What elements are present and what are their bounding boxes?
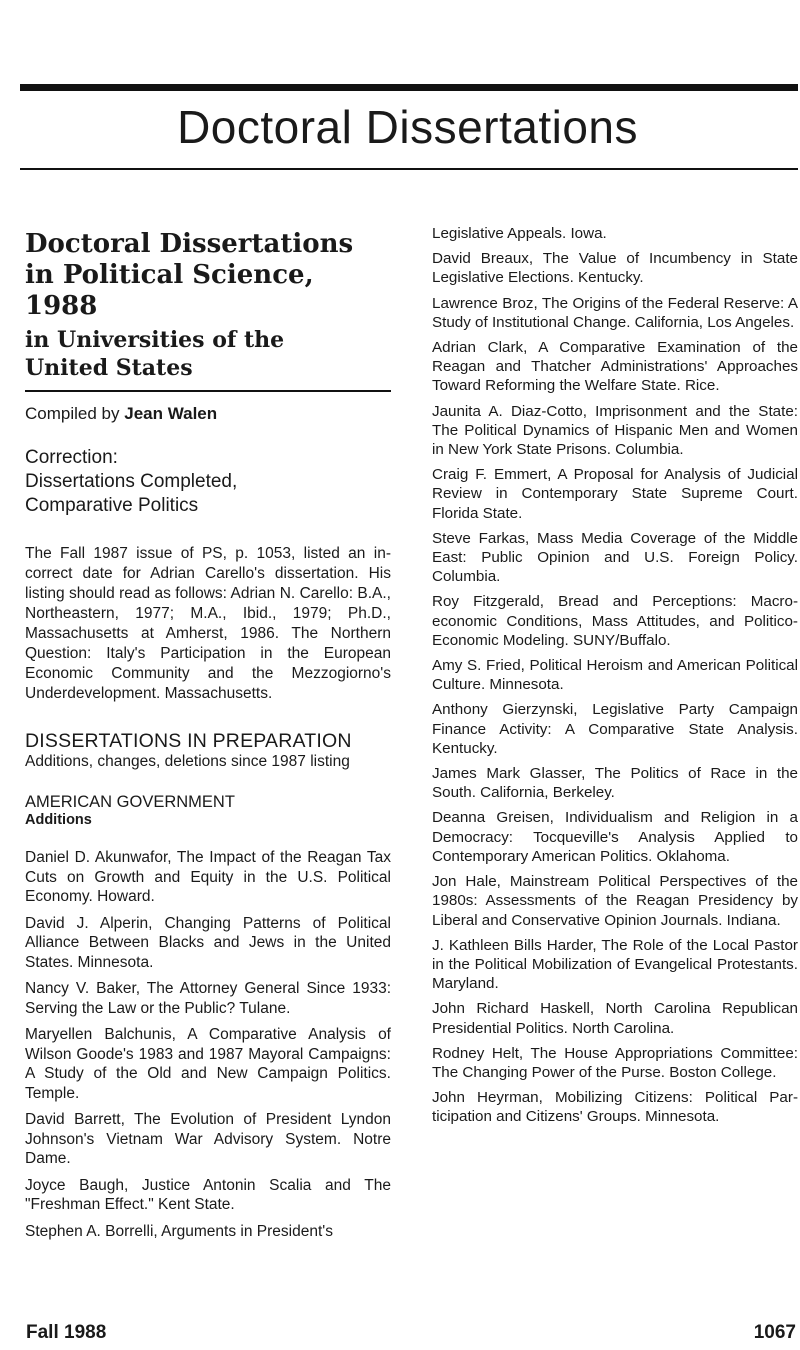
article-title-line: Doctoral Dissertations <box>25 229 354 259</box>
article-subtitle-line: United States <box>25 355 193 381</box>
dissertation-entry: Craig F. Emmert, A Proposal for Analysis of Judicial Review in Contemporary State Supreme Court. Florida State. <box>432 466 798 522</box>
correction-heading-line: Correction: <box>25 447 118 468</box>
article-title <box>25 229 391 322</box>
dissertation-entry: Steve Farkas, Mass Media Coverage of the Middle East: Public Opinion and U.S. Foreign Policy. Columbia. <box>432 529 798 586</box>
dissertation-entry: David Barrett, The Evolution of President Lyndon Johnson's Vietnam War Advisory System. Notre Dame. <box>25 1111 391 1167</box>
compiled-by-label: Compiled by <box>25 404 120 423</box>
correction-body: The Fall 1987 issue of PS, p. 1053, listed an incorrect date for Adrian Carello's dissertation. His listing should read as follows: Adrian N. Carello: B.A., Northeastern, 1977; M.A., Ibid., 1979; Ph.D., Massachusetts at Amherst, 1986. The Northern Question: Italy's Participation in the European Economic Community and the Mezzogiorno's Underdevelopment. Massachusetts. <box>25 545 391 702</box>
dissertation-entry: David J. Alperin, Changing Patterns of Political Alliance Between Blacks and Jews in the United States. Minnesota. <box>25 914 391 971</box>
article-subtitle <box>25 326 391 382</box>
correction-heading-line: Comparative Politics <box>25 495 199 516</box>
dissertation-entry: Daniel D. Akunwafor, The Impact of the Reagan Tax Cuts on Growth and Equity in the U.S. Political Economy. Howard. <box>25 849 391 905</box>
dissertation-entry: Lawrence Broz, The Origins of the Federal Reserve: A Study of Institutional Change. California, Los Angeles. <box>432 294 798 331</box>
dissertation-entry: Jon Hale, Mainstream Political Perspectives of the 1980s: Assessments of the Reagan Presidency by Liberal and Conservative Opinion Journals. Indiana. <box>432 873 798 929</box>
correction-heading <box>25 446 391 518</box>
dissertation-entry: Rodney Helt, The House Appropriations Committee: The Changing Power of the Purse. Boston College. <box>432 1044 798 1081</box>
dissertation-entry: Nancy V. Baker, The Attorney General Since 1933: Serving the Law or the Public? Tulane. <box>25 980 391 1017</box>
article-subtitle-line: in Universities of the <box>25 327 285 353</box>
correction-heading-line: Dissertations Completed, <box>25 471 238 492</box>
subsection-subheading: Additions <box>25 812 92 828</box>
compiled-by <box>25 404 391 424</box>
dissertation-entry: Roy Fitzgerald, Bread and Perceptions: Macroeconomic Conditions, Mass Attitudes, and Politico-Economic Modeling. SUNY/Buffalo. <box>432 593 798 649</box>
dissertation-entry: John Heyrman, Mobilizing Citizens: Political Participation and Citizens' Groups. Minnesota. <box>432 1089 798 1126</box>
dissertation-entry: J. Kathleen Bills Harder, The Role of the Local Pastor in the Political Mobilization of Evangelical Protestants. Maryland. <box>432 936 798 993</box>
page-header-title: Doctoral Dissertations <box>177 101 638 153</box>
dissertation-entry: Anthony Gierzynski, Legislative Party Campaign Finance Activity: A Comparative State Analysis. Kentucky. <box>432 701 798 757</box>
section-subheading: Additions, changes, deletions since 1987 listing <box>25 753 350 770</box>
dissertation-entry: David Breaux, The Value of Incumbency in State Legislative Elections. Kentucky. <box>432 250 798 287</box>
dissertation-entry: Stephen A. Borrelli, Arguments in President's <box>25 1222 333 1240</box>
dissertation-entry: Jaunita A. Diaz-Cotto, Imprisonment and the State: The Political Dynamics of Hispanic Men and Women in New York State Prisons. Columbia. <box>432 402 798 459</box>
dissertation-entry: Adrian Clark, A Comparative Examination of the Reagan and Thatcher Administrations' Approaches Toward Reforming the Welfare State. Rice. <box>432 339 798 395</box>
dissertation-entry: John Richard Haskell, North Carolina Republican Presidential Politics. North Carolina. <box>432 1000 798 1037</box>
dissertation-entry: Maryellen Balchunis, A Comparative Analysis of Wilson Goode's 1983 and 1987 Mayoral Campaigns: A Study of the Old and New Campaign Politics. Temple. <box>25 1026 391 1102</box>
section-heading: DISSERTATIONS IN PREPARATION <box>25 730 352 752</box>
dissertation-entry: Joyce Baugh, Justice Antonin Scalia and The "Freshman Effect." Kent State. <box>25 1176 391 1213</box>
dissertation-entry: Deanna Greisen, Individualism and Religion in a Democracy: Tocqueville's Analysis Applied to Contemporary American Politics. Oklahoma. <box>432 809 798 865</box>
footer-issue: Fall 1988 <box>26 1322 107 1343</box>
top-rule <box>20 84 798 91</box>
dissertation-entry: James Mark Glasser, The Politics of Race in the South. California, Berkeley. <box>432 765 798 802</box>
footer-page-number: 1067 <box>753 1322 796 1343</box>
dissertation-entry: Legislative Appeals. Iowa. <box>432 225 607 242</box>
title-rule <box>25 390 391 392</box>
left-column <box>25 224 391 1248</box>
article-title-line: 1988 <box>25 291 98 321</box>
dissertation-entry: Amy S. Fried, Political Heroism and American Political Culture. Minnesota. <box>432 657 798 694</box>
subsection-heading: AMERICAN GOVERNMENT <box>25 793 235 811</box>
header-rule <box>20 168 798 170</box>
right-column <box>432 224 798 1133</box>
compiler-name: Jean Walen <box>124 404 218 423</box>
article-title-line: in Political Science, <box>25 260 314 290</box>
